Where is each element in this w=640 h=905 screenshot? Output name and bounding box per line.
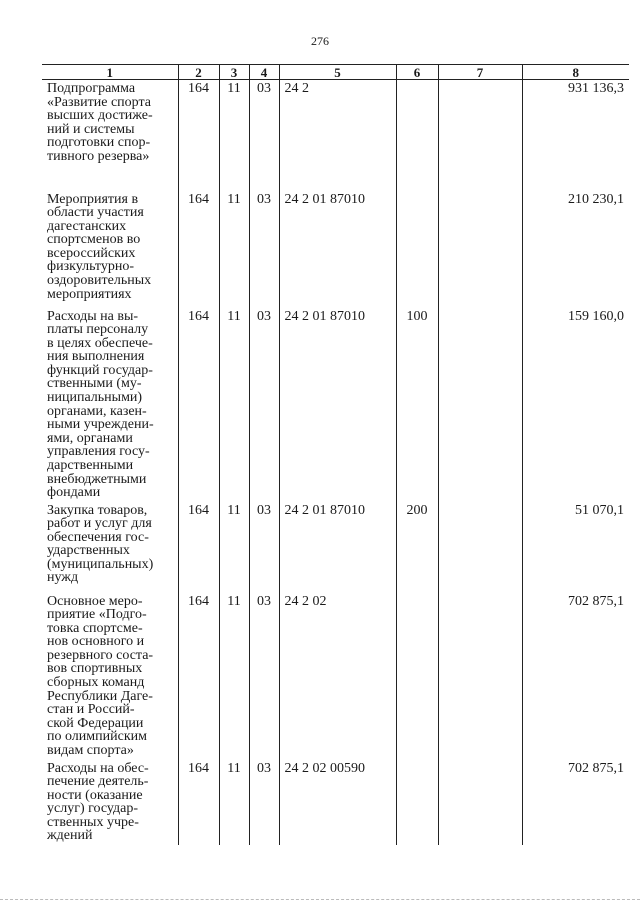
row-name-line: ственных учре- <box>47 814 139 830</box>
column-header: 4 <box>249 65 279 80</box>
row-name-line: Мероприятия в <box>47 191 139 207</box>
row-name-cell <box>42 760 178 845</box>
section-code-cell: 11 <box>219 308 249 502</box>
row-name-line: нужд <box>47 570 79 586</box>
column-7-cell <box>438 760 522 845</box>
row-name-line: оздоровительных <box>47 273 152 289</box>
row-name-line: «Развитие спорта <box>47 94 151 110</box>
row-name-line: работ и услуг для <box>47 516 152 532</box>
column-header: 1 <box>42 65 178 80</box>
expense-type-cell <box>396 593 438 760</box>
row-name-cell <box>42 80 178 191</box>
ministry-code-cell: 164 <box>178 308 219 502</box>
row-name-line: ными учреждени- <box>47 417 154 433</box>
row-name-line: ждений <box>47 828 93 844</box>
subsection-code-cell: 03 <box>249 502 279 593</box>
row-name-line: области участия <box>47 205 144 221</box>
subsection-code-cell: 03 <box>249 191 279 308</box>
row-name-line: резервного соста- <box>47 647 154 663</box>
row-name-line: по олимпийским <box>47 729 147 745</box>
row-name-line: управления госу- <box>47 444 150 460</box>
row-name-line: приятие «Подго- <box>47 607 147 623</box>
row-name-line: услуг) государ- <box>47 801 138 817</box>
subsection-code-cell: 03 <box>249 760 279 845</box>
row-name-line: всероссийских <box>47 245 136 261</box>
row-name-line: ственными (му- <box>47 376 142 392</box>
amount-cell: 702 875,1 <box>522 593 629 760</box>
row-name-line: ударственных <box>47 543 130 559</box>
row-name-line: ния выполнения <box>47 349 145 365</box>
column-7-cell <box>438 308 522 502</box>
row-name-cell <box>42 593 178 760</box>
table-header-row <box>42 65 629 80</box>
subsection-code-cell: 03 <box>249 593 279 760</box>
row-name-line: мероприятиях <box>47 286 132 302</box>
ministry-code-cell: 164 <box>178 80 219 191</box>
row-name-line: ниципальными) <box>47 390 143 406</box>
column-header: 3 <box>219 65 249 80</box>
row-name-line: стан и Россий- <box>47 702 135 718</box>
row-name-line: видам спорта» <box>47 743 134 759</box>
row-name-line: нов основного и <box>47 634 145 650</box>
row-name-line: дарственными <box>47 458 134 474</box>
scan-edge-line <box>0 899 640 900</box>
row-name-line: в целях обеспече- <box>47 335 153 351</box>
target-article-cell: 24 2 <box>279 80 396 191</box>
expense-type-cell <box>396 80 438 191</box>
column-7-cell <box>438 593 522 760</box>
row-name-cell <box>42 191 178 308</box>
budget-table <box>42 64 629 845</box>
row-name-line: платы персоналу <box>47 322 149 338</box>
target-article-cell: 24 2 02 <box>279 593 396 760</box>
row-name-line: ской Федерации <box>47 715 144 731</box>
column-7-cell <box>438 191 522 308</box>
table-body <box>42 80 629 845</box>
row-name-line: физкультурно- <box>47 259 135 275</box>
row-name-line: Расходы на вы- <box>47 308 139 324</box>
column-header: 6 <box>396 65 438 80</box>
page-number: 276 <box>311 34 329 48</box>
amount-cell: 210 230,1 <box>522 191 629 308</box>
ministry-code-cell: 164 <box>178 593 219 760</box>
table-row <box>42 308 629 502</box>
row-name-line: подготовки спор- <box>47 135 151 151</box>
expense-type-cell <box>396 191 438 308</box>
row-name-line: вов спортивных <box>47 661 143 677</box>
row-name-line: органами, казен- <box>47 403 147 419</box>
table-row <box>42 191 629 308</box>
section-code-cell: 11 <box>219 593 249 760</box>
column-header: 7 <box>438 65 522 80</box>
table-row <box>42 80 629 191</box>
row-name-line: ями, органами <box>47 430 133 446</box>
row-name-line: функций государ- <box>47 362 153 378</box>
row-name-line: тивного резерва» <box>47 148 150 164</box>
column-header: 2 <box>178 65 219 80</box>
row-name-line: фондами <box>47 485 101 501</box>
row-name-line: внебюджетными <box>47 471 147 487</box>
row-name-line: (муниципальных) <box>47 556 154 572</box>
expense-type-cell <box>396 760 438 845</box>
row-name-line: Республики Даге- <box>47 688 153 704</box>
row-name-line: дагестанских <box>47 218 127 234</box>
row-name-line: спортсменов во <box>47 232 141 248</box>
table-row <box>42 502 629 593</box>
row-name-line: Расходы на обес- <box>47 760 149 776</box>
section-code-cell: 11 <box>219 760 249 845</box>
target-article-cell: 24 2 02 00590 <box>279 760 396 845</box>
row-name-cell <box>42 308 178 502</box>
section-code-cell: 11 <box>219 502 249 593</box>
row-name-line: Закупка товаров, <box>47 502 148 518</box>
subsection-code-cell: 03 <box>249 308 279 502</box>
table-row <box>42 593 629 760</box>
amount-cell: 931 136,3 <box>522 80 629 191</box>
row-name-line: Основное меро- <box>47 593 143 609</box>
row-name-cell <box>42 502 178 593</box>
expense-type-cell: 200 <box>396 502 438 593</box>
row-name-line: сборных команд <box>47 675 145 691</box>
row-name-line: ний и системы <box>47 121 135 137</box>
column-header: 5 <box>279 65 396 80</box>
row-name-line: обеспечения гос- <box>47 529 149 545</box>
amount-cell: 702 875,1 <box>522 760 629 845</box>
row-name-line: печение деятель- <box>47 774 149 790</box>
column-7-cell <box>438 502 522 593</box>
target-article-cell: 24 2 01 87010 <box>279 191 396 308</box>
row-name-line: ности (оказание <box>47 787 143 803</box>
subsection-code-cell: 03 <box>249 80 279 191</box>
column-7-cell <box>438 80 522 191</box>
amount-cell: 51 070,1 <box>522 502 629 593</box>
expense-type-cell: 100 <box>396 308 438 502</box>
ministry-code-cell: 164 <box>178 191 219 308</box>
row-name-line: высших достиже- <box>47 108 153 124</box>
target-article-cell: 24 2 01 87010 <box>279 502 396 593</box>
ministry-code-cell: 164 <box>178 502 219 593</box>
row-name-line: Подпрограмма <box>47 81 136 96</box>
ministry-code-cell: 164 <box>178 760 219 845</box>
table-row <box>42 760 629 845</box>
section-code-cell: 11 <box>219 191 249 308</box>
amount-cell: 159 160,0 <box>522 308 629 502</box>
target-article-cell: 24 2 01 87010 <box>279 308 396 502</box>
section-code-cell: 11 <box>219 80 249 191</box>
row-name-line: товка спортсме- <box>47 620 143 636</box>
column-header: 8 <box>522 65 629 80</box>
